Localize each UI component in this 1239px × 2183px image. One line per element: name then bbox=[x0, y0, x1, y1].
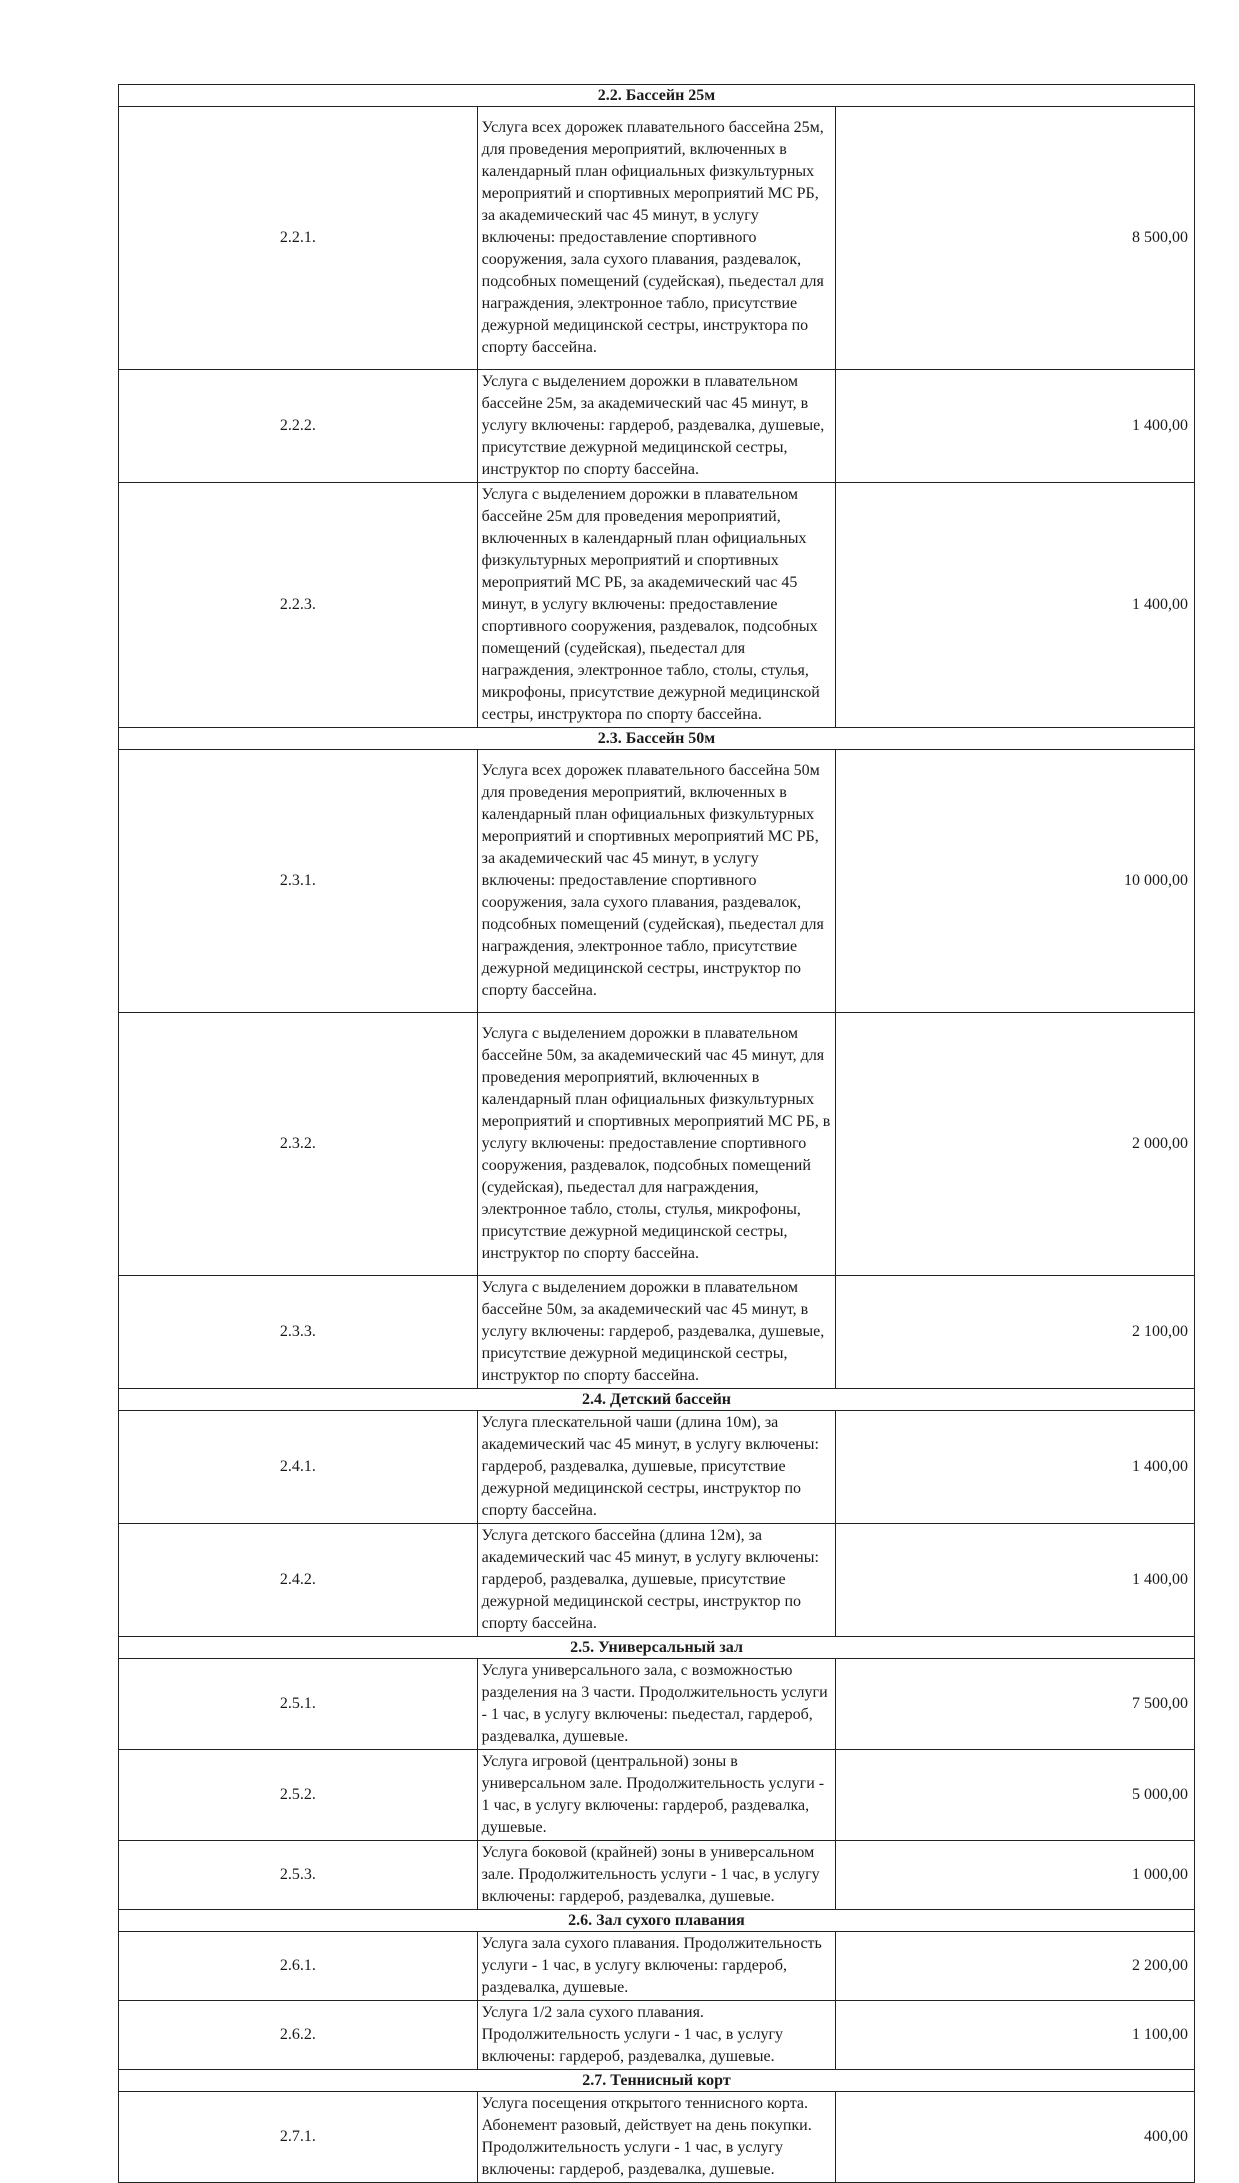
item-price: 1 400,00 bbox=[836, 1524, 1195, 1637]
item-description: Услуга 1/2 зала сухого плавания. Продолжительность услуги - 1 час, в услугу включены: гардероб, раздевалка, душевые. bbox=[477, 2001, 836, 2070]
table-row bbox=[119, 1841, 1195, 1910]
item-description: Услуга всех дорожек плавательного бассейна 25м, для проведения мероприятий, включенных в календарный план официальных физкультурных мероприятий и спортивных мероприятий МС РБ, за академический час 45 минут, в услугу включены: предоставление спортивного сооружения, зала сухого плавания, раздевалок, подсобных помещений (судейская), пьедестал для награждения, электронное табло, присутствие дежурной медицинской сестры, инструктора по спорту бассейна. bbox=[477, 107, 836, 370]
item-price: 1 400,00 bbox=[836, 1411, 1195, 1524]
item-price: 10 000,00 bbox=[836, 750, 1195, 1013]
table-row bbox=[119, 2092, 1195, 2183]
table-row bbox=[119, 2001, 1195, 2070]
item-number: 2.5.1. bbox=[119, 1659, 478, 1750]
item-number: 2.5.3. bbox=[119, 1841, 478, 1910]
item-price: 2 100,00 bbox=[836, 1276, 1195, 1389]
item-price: 2 200,00 bbox=[836, 1932, 1195, 2001]
item-description: Услуга плескательной чаши (длина 10м), за академический час 45 минут, в услугу включены: гардероб, раздевалка, душевые, присутствие дежурной медицинской сестры, инструктор по спорту бассейна. bbox=[477, 1411, 836, 1524]
item-description: Услуга с выделением дорожки в плавательном бассейне 25м, за академический час 45 минут, в услугу включены: гардероб, раздевалка, душевые, присутствие дежурной медицинской сестры, инструктор по спорту бассейна. bbox=[477, 370, 836, 483]
table-row bbox=[119, 107, 1195, 370]
item-price: 5 000,00 bbox=[836, 1750, 1195, 1841]
section-header-row bbox=[119, 2070, 1195, 2092]
table-row bbox=[119, 1932, 1195, 2001]
table-row bbox=[119, 1276, 1195, 1389]
item-price: 2 000,00 bbox=[836, 1013, 1195, 1276]
item-number: 2.3.1. bbox=[119, 750, 478, 1013]
item-price: 400,00 bbox=[836, 2092, 1195, 2183]
item-price: 1 400,00 bbox=[836, 370, 1195, 483]
item-price: 1 000,00 bbox=[836, 1841, 1195, 1910]
section-header-row bbox=[119, 1389, 1195, 1411]
item-number: 2.3.3. bbox=[119, 1276, 478, 1389]
item-description: Услуга зала сухого плавания. Продолжительность услуги - 1 час, в услугу включены: гардероб, раздевалка, душевые. bbox=[477, 1932, 836, 2001]
item-description: Услуга универсального зала, с возможностью разделения на 3 части. Продолжительность услуги - 1 час, в услугу включены: пьедестал, гардероб, раздевалка, душевые. bbox=[477, 1659, 836, 1750]
section-header-row bbox=[119, 1637, 1195, 1659]
table-row bbox=[119, 750, 1195, 1013]
item-description: Услуга с выделением дорожки в плавательном бассейне 25м для проведения мероприятий, включенных в календарный план официальных физкультурных мероприятий и спортивных мероприятий МС РБ, за академический час 45 минут, в услугу включены: предоставление спортивного сооружения, раздевалок, подсобных помещений (судейская), пьедестал для награждения, электронное табло, столы, стулья, микрофоны, присутствие дежурной медицинской сестры, инструктора по спорту бассейна. bbox=[477, 483, 836, 728]
item-description: Услуга с выделением дорожки в плавательном бассейне 50м, за академический час 45 минут, для проведения мероприятий, включенных в календарный план официальных физкультурных мероприятий и спортивных мероприятий МС РБ, в услугу включены: предоставление спортивного сооружения, раздевалок, подсобных помещений (судейская), пьедестал для награждения, электронное табло, столы, стулья, микрофоны, присутствие дежурной медицинской сестры, инструктор по спорту бассейна. bbox=[477, 1013, 836, 1276]
section-title: 2.2. Бассейн 25м bbox=[119, 85, 1195, 107]
item-number: 2.5.2. bbox=[119, 1750, 478, 1841]
table-row bbox=[119, 1524, 1195, 1637]
section-title: 2.7. Теннисный корт bbox=[119, 2070, 1195, 2092]
table-row bbox=[119, 1013, 1195, 1276]
section-header-row bbox=[119, 85, 1195, 107]
section-title: 2.3. Бассейн 50м bbox=[119, 728, 1195, 750]
item-description: Услуга боковой (крайней) зоны в универсальном зале. Продолжительность услуги - 1 час, в услугу включены: гардероб, раздевалка, душевые. bbox=[477, 1841, 836, 1910]
item-price: 1 100,00 bbox=[836, 2001, 1195, 2070]
item-number: 2.6.2. bbox=[119, 2001, 478, 2070]
section-title: 2.5. Универсальный зал bbox=[119, 1637, 1195, 1659]
item-number: 2.6.1. bbox=[119, 1932, 478, 2001]
section-header-row bbox=[119, 1910, 1195, 1932]
item-price: 7 500,00 bbox=[836, 1659, 1195, 1750]
item-number: 2.4.1. bbox=[119, 1411, 478, 1524]
item-price: 1 400,00 bbox=[836, 483, 1195, 728]
table-row bbox=[119, 1750, 1195, 1841]
item-number: 2.2.2. bbox=[119, 370, 478, 483]
section-title: 2.6. Зал сухого плавания bbox=[119, 1910, 1195, 1932]
item-number: 2.7.1. bbox=[119, 2092, 478, 2183]
item-price: 8 500,00 bbox=[836, 107, 1195, 370]
section-title: 2.4. Детский бассейн bbox=[119, 1389, 1195, 1411]
table-row bbox=[119, 370, 1195, 483]
item-description: Услуга с выделением дорожки в плавательном бассейне 50м, за академический час 45 минут, в услугу включены: гардероб, раздевалка, душевые, присутствие дежурной медицинской сестры, инструктор по спорту бассейна. bbox=[477, 1276, 836, 1389]
item-number: 2.2.1. bbox=[119, 107, 478, 370]
item-description: Услуга игровой (центральной) зоны в универсальном зале. Продолжительность услуги - 1 час, в услугу включены: гардероб, раздевалка, душевые. bbox=[477, 1750, 836, 1841]
item-description: Услуга всех дорожек плавательного бассейна 50м для проведения мероприятий, включенных в календарный план официальных физкультурных мероприятий и спортивных мероприятий МС РБ, за академический час 45 минут, в услугу включены: предоставление спортивного сооружения, зала сухого плавания, раздевалок, подсобных помещений (судейская), пьедестал для награждения, электронное табло, присутствие дежурной медицинской сестры, инструктор по спорту бассейна. bbox=[477, 750, 836, 1013]
table-row bbox=[119, 1411, 1195, 1524]
price-list-table bbox=[118, 84, 1195, 2183]
item-number: 2.3.2. bbox=[119, 1013, 478, 1276]
item-description: Услуга детского бассейна (длина 12м), за академический час 45 минут, в услугу включены: гардероб, раздевалка, душевые, присутствие дежурной медицинской сестры, инструктор по спорту бассейна. bbox=[477, 1524, 836, 1637]
item-description: Услуга посещения открытого теннисного корта. Абонемент разовый, действует на день покупки. Продолжительность услуги - 1 час, в услугу включены: гардероб, раздевалка, душевые. bbox=[477, 2092, 836, 2183]
section-header-row bbox=[119, 728, 1195, 750]
item-number: 2.4.2. bbox=[119, 1524, 478, 1637]
item-number: 2.2.3. bbox=[119, 483, 478, 728]
table-row bbox=[119, 483, 1195, 728]
table-row bbox=[119, 1659, 1195, 1750]
